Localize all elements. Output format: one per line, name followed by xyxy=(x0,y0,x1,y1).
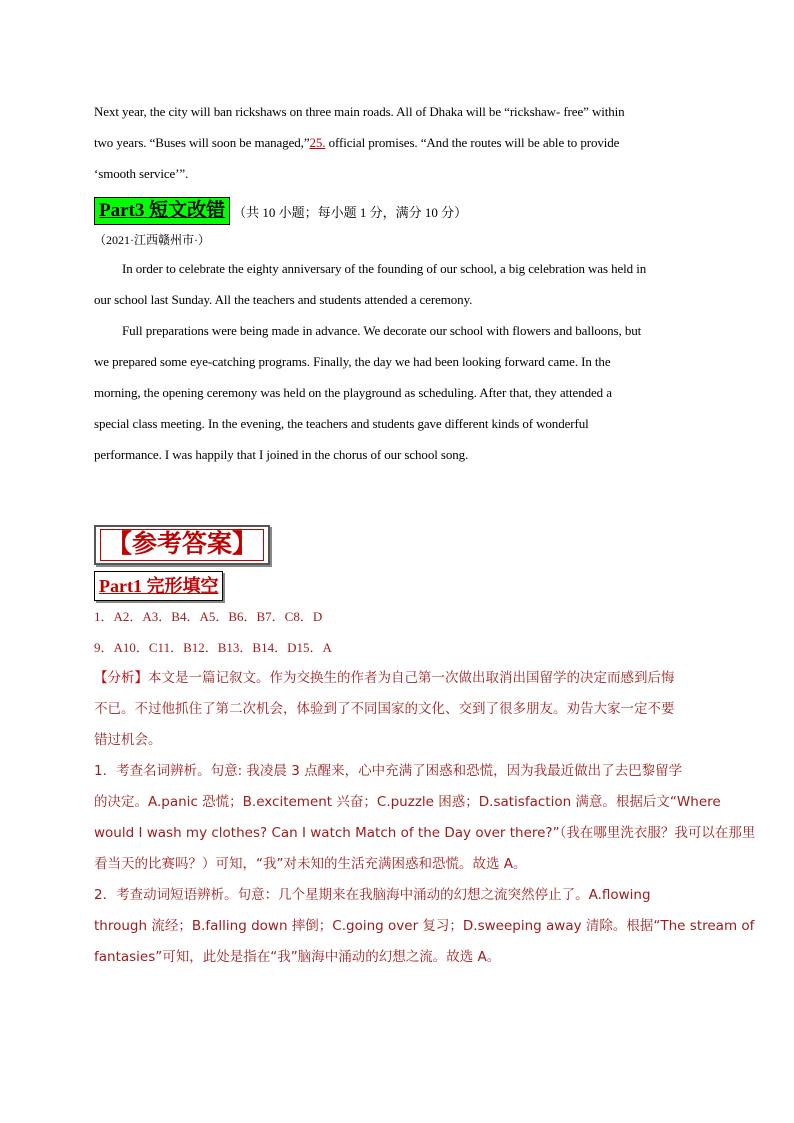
analysis-line-3: 错过机会。 xyxy=(94,732,162,748)
q1-line-2: 的决定。A.panic 恐慌；B.excitement 兴奋；C.puzzle 困惑；D.satisfaction 满意。根据后文“Where xyxy=(94,794,721,810)
analysis-tag: 【分析】 xyxy=(94,670,148,686)
part3-p1-line-2: our school last Sunday. All the teachers and students attended a ceremony. xyxy=(94,292,473,307)
part3-p1-line-1: In order to celebrate the eighty anniversary of the founding of our school, a big celebration was held in xyxy=(122,261,647,276)
blank-25: 25. xyxy=(309,135,326,150)
part1-title: Part1 完形填空 xyxy=(94,571,223,601)
part3-p2-line-2: we prepared some eye-catching programs. Finally, the day we had been looking forward came. In the xyxy=(94,354,611,369)
analysis-line-2: 不已。不过他抓住了第二次机会，体验到了不同国家的文化、交到了很多朋友。劝告大家一定不要 xyxy=(94,701,675,717)
part3-p2-line-3: morning, the opening ceremony was held on the playground as scheduling. After that, they attended a xyxy=(94,385,612,400)
passage-line-1: Next year, the city will ban rickshaws on three main roads. All of Dhaka will be “rickshaw- free” within xyxy=(94,104,625,119)
q1-line-1: 1．考查名词辨析。句意: 我凌晨 3 点醒来，心中充满了困惑和恐慌，因为我最近做出了去巴黎留学 xyxy=(94,763,683,779)
answer-section-title xyxy=(94,525,270,565)
part3-p2-line-4: special class meeting. In the evening, the teachers and students gave different kinds of wonderful xyxy=(94,416,589,431)
passage-line-3: ‘smooth service’”. xyxy=(94,166,189,181)
part3-p2-line-5: performance. I was happily that I joined in the chorus of our school song. xyxy=(94,447,469,462)
q1-line-4: 看当天的比赛吗？）可知，“我”对未知的生活充满困惑和恐慌。故选 A。 xyxy=(94,856,527,872)
analysis-line-1 xyxy=(94,663,704,694)
analysis-text-1: 本文是一篇记叙文。作为交换生的作者为自己第一次做出取消出国留学的决定而感到后悔 xyxy=(148,670,675,686)
q2-line-3: fantasies”可知，此处是指在“我”脑海中涌动的幻想之流。故选 A。 xyxy=(94,949,501,965)
part3-note: （共 10 小题；每小题 1 分，满分 10 分） xyxy=(233,204,468,220)
part3-p2-line-1: Full preparations were being made in advance. We decorate our school with flowers and balloons, but xyxy=(122,323,642,338)
answer-row-1: 1．A2．A3．B4．A5．B6．B7．C8．D xyxy=(94,609,323,624)
document-page xyxy=(94,96,756,973)
passage-line-2 xyxy=(94,127,704,158)
passage-line-2-end: official promises. “And the routes will be able to provide xyxy=(325,135,620,150)
q2-line-2: through 流经；B.falling down 摔倒；C.going over 复习；D.sweeping away 清除。根据“The stream of xyxy=(94,918,755,934)
q1-line-3: would I wash my clothes? Can I watch Match of the Day over there?”（我在哪里洗衣服？我可以在那里 xyxy=(94,825,756,841)
answer-title-text: 【参考答案】 xyxy=(100,529,264,561)
answer-row-2: 9．A10．C11．B12．B13．B14．D15．A xyxy=(94,640,332,655)
part3-source: （2021·江西赣州市·） xyxy=(94,233,210,247)
q2-line-1: 2．考查动词短语辨析。句意：几个星期来在我脑海中涌动的幻想之流突然停止了。A.flowing xyxy=(94,887,651,903)
part3-header xyxy=(94,195,704,227)
part3-title: Part3 短文改错 xyxy=(94,197,230,225)
passage-line-2-start: two years. “Buses will soon be managed,” xyxy=(94,135,310,150)
